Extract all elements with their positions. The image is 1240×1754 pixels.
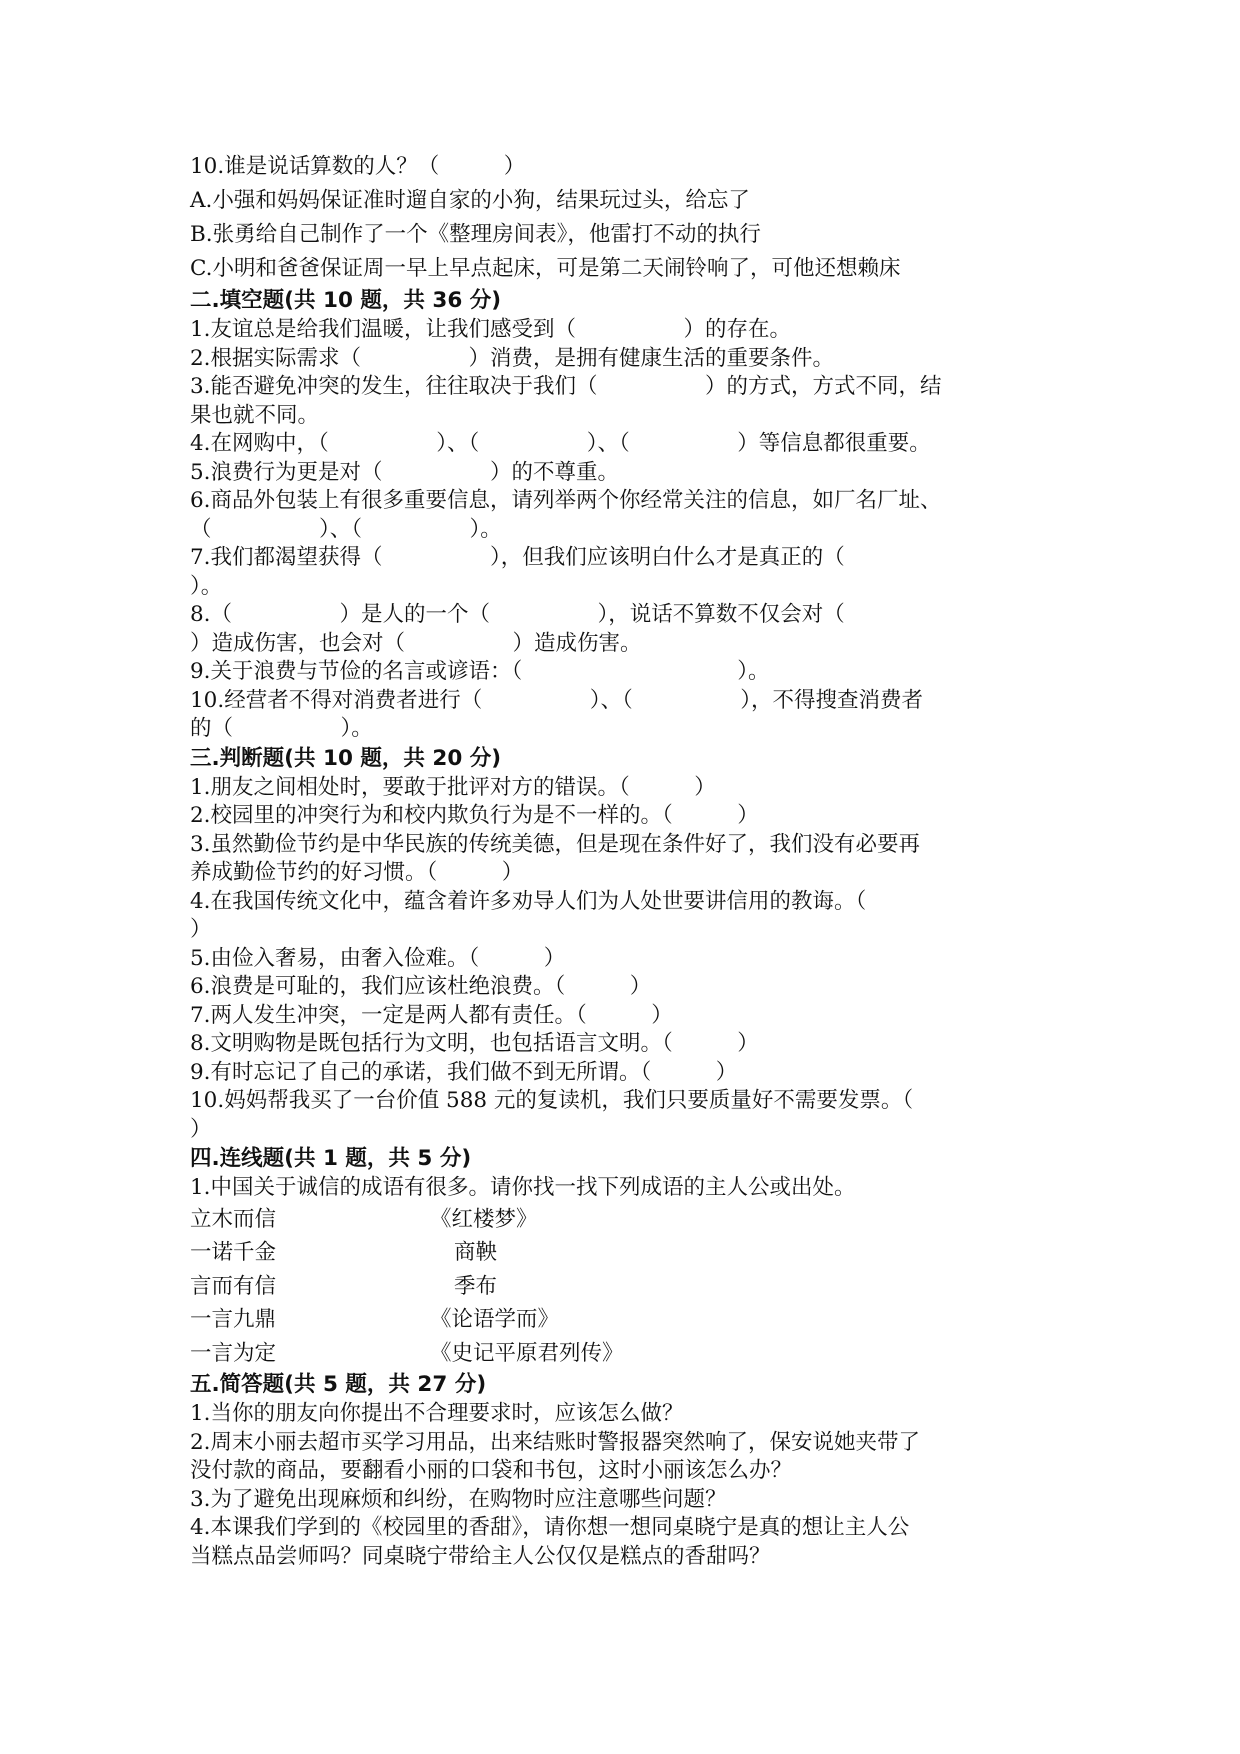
- judge-line: 9.有时忘记了自己的承诺，我们做不到无所谓。（ ）: [190, 1059, 738, 1085]
- fill-line: 2.根据实际需求（ ）消费，是拥有健康生活的重要条件。: [190, 345, 835, 371]
- judge-line: 2.校园里的冲突行为和校内欺负行为是不一样的。（ ）: [190, 803, 759, 828]
- fill-line: 3.能否避免冲突的发生，往往取决于我们（ ）的方式，方式不同，结: [190, 374, 942, 399]
- fill-line: 4.在网购中，（ ）、（ ）、（ ）等信息都很重要。: [190, 431, 931, 456]
- section-3-heading: 三.判断题(共 10 题，共 20 分): [190, 745, 502, 771]
- fill-line: 5.浪费行为更是对（ ）的不尊重。: [190, 459, 620, 485]
- matching-row: [190, 1203, 1070, 1237]
- short-answer-line: 没付款的商品，要翻看小丽的口袋和书包，这时小丽该怎么办？: [190, 1458, 793, 1483]
- fill-line: （ ）、（ ）。: [190, 516, 502, 542]
- judge-line: ）: [190, 1116, 212, 1142]
- match-source-text: 《红楼梦》: [430, 1206, 538, 1232]
- short-answer-line: 4.本课我们学到的《校园里的香甜》，请你想一想同桌晓宁是真的想让主人公: [190, 1515, 910, 1540]
- matching-intro: 1.中国关于诚信的成语有很多。请你找一找下列成语的主人公或出处。: [190, 1175, 856, 1200]
- judge-line: 10.妈妈帮我买了一台价值 588 元的复读机，我们只要质量好不需要发票。（: [190, 1088, 914, 1113]
- fill-line: 9.关于浪费与节俭的名言或谚语：（ ）。: [190, 659, 770, 684]
- fill-line: 1.友谊总是给我们温暖，让我们感受到（ ）的存在。: [190, 317, 792, 342]
- short-answer-line: 2.周末小丽去超市买学习用品，出来结账时警报器突然响了，保安说她夹带了: [190, 1429, 921, 1455]
- judge-line: 4.在我国传统文化中，蕴含着许多劝导人们为人处世要讲信用的教诲。（: [190, 888, 867, 914]
- fill-line: 的（ ）。: [190, 716, 373, 741]
- judge-line: 5.由俭入奢易，由奢入俭难。（ ）: [190, 945, 566, 971]
- exam-content: [190, 150, 1070, 1571]
- judge-line: 3.虽然勤俭节约是中华民族的传统美德，但是现在条件好了，我们没有必要再: [190, 831, 921, 857]
- section-4-heading: 四.连线题(共 1 题，共 5 分): [190, 1146, 472, 1171]
- fill-line: 10.经营者不得对消费者进行（ ）、（ ），不得搜查消费者: [190, 687, 923, 713]
- matching-row: [190, 1337, 1070, 1371]
- judge-line: ）: [190, 917, 212, 942]
- judge-line: 6.浪费是可耻的，我们应该杜绝浪费。（ ）: [190, 974, 652, 999]
- match-source-text: 季布: [454, 1273, 498, 1299]
- idiom-text: 一言为定: [190, 1340, 277, 1366]
- idiom-text: 言而有信: [190, 1273, 277, 1299]
- fill-line: 6.商品外包装上有很多重要信息，请列举两个你经常关注的信息，如厂名厂址、: [190, 488, 942, 513]
- fill-line: ）。: [190, 573, 223, 599]
- match-source-text: 《论语学而》: [430, 1307, 560, 1332]
- short-answer-line: 1.当你的朋友向你提出不合理要求时，应该怎么做？: [190, 1401, 684, 1426]
- judge-line: 8.文明购物是既包括行为文明，也包括语言文明。（ ）: [190, 1031, 759, 1056]
- match-source-text: 《史记平原君列传》: [430, 1340, 624, 1366]
- idiom-text: 一诺千金: [190, 1240, 277, 1265]
- short-answer-line: 3.为了避免出现麻烦和纠纷，在购物时应注意哪些问题？: [190, 1486, 727, 1512]
- judge-line: 7.两人发生冲突，一定是两人都有责任。（ ）: [190, 1002, 673, 1028]
- fill-line: 7.我们都渴望获得（ ），但我们应该明白什么才是真正的（: [190, 545, 845, 570]
- question-10-option-c: C.小明和爸爸保证周一早上早点起床，可是第二天闹铃响了，可他还想赖床: [190, 256, 901, 281]
- matching-row: [190, 1236, 1070, 1270]
- question-10-option-b: B.张勇给自己制作了一个《整理房间表》，他雷打不动的执行: [190, 222, 761, 247]
- idiom-text: 立木而信: [190, 1206, 277, 1232]
- fill-line: ）造成伤害，也会对（ ）造成伤害。: [190, 630, 642, 656]
- judge-line: 养成勤俭节约的好习惯。（ ）: [190, 860, 524, 885]
- matching-row: [190, 1303, 1070, 1337]
- matching-row: [190, 1270, 1070, 1304]
- idiom-text: 一言九鼎: [190, 1307, 277, 1332]
- judge-line: 1.朋友之间相处时，要敢于批评对方的错误。（ ）: [190, 774, 716, 800]
- fill-line: 果也就不同。: [190, 402, 320, 428]
- question-10-option-a: A.小强和妈妈保证准时遛自家的小狗，结果玩过头，给忘了: [190, 188, 750, 213]
- section-2-heading: 二.填空题(共 10 题，共 36 分): [190, 288, 502, 313]
- fill-line: 8.（ ）是人的一个（ ），说话不算数不仅会对（: [190, 602, 845, 627]
- section-5-heading: 五.简答题(共 5 题，共 27 分): [190, 1372, 487, 1397]
- short-answer-line: 当糕点品尝师吗？同桌晓宁带给主人公仅仅是糕点的香甜吗？: [190, 1543, 771, 1569]
- question-10-stem: 10.谁是说话算数的人？（ ）: [190, 154, 526, 179]
- match-source-text: 商鞅: [454, 1240, 498, 1265]
